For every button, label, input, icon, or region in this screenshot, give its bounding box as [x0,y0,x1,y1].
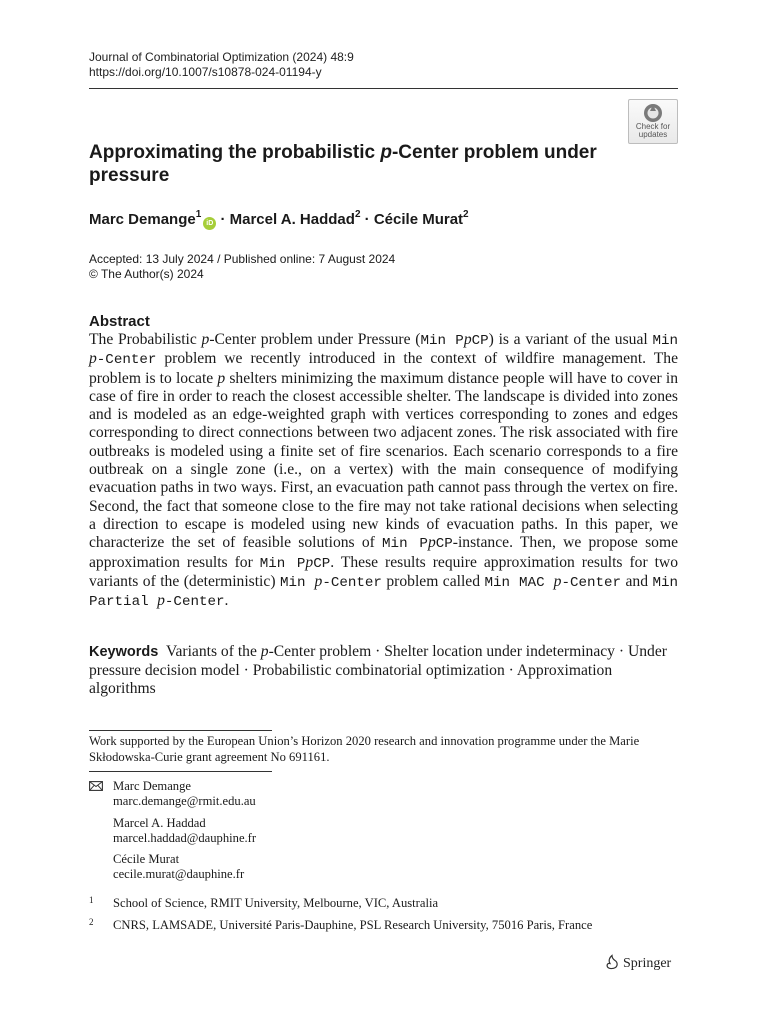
contact-name: Marcel A. Haddad [113,816,206,830]
abstract-body [89,331,678,611]
check-updates-icon [643,103,663,123]
contact-entry [113,779,256,809]
code-min-partial: Min Partial [89,574,678,611]
math-p: p [463,331,472,348]
author-list [89,210,469,230]
math-p: p [260,643,269,660]
author-separator: · [360,211,374,228]
code-center: -Center [96,352,157,369]
code-min-p: Min P [420,333,464,349]
math-p: p [553,572,562,590]
abstract-heading: Abstract [89,313,150,330]
author-affiliation-mark: 2 [354,209,361,220]
keywords-text: -Center problem · Shelter location under indeterminacy · Under pressure decision model · Probabilistic combinatorial optimization · Approximation algorithms [89,643,667,697]
author-name[interactable]: Cécile Murat [373,211,464,228]
publisher-name: Springer [623,956,672,971]
code-min: Min [652,333,678,349]
abstract-text: -Center problem under Pressure ( [209,331,421,348]
abstract-text: problem called [381,572,485,590]
check-updates-line1: Check for [635,122,671,131]
math-p: p [427,534,436,552]
author-separator: · [216,211,230,228]
journal-header [89,50,354,80]
contact-name: Cécile Murat [113,852,180,866]
keywords-label: Keywords [89,644,159,660]
code-center: -Center [322,574,382,591]
publication-dates [89,252,395,282]
accepted-published-line: Accepted: 13 July 2024 / Published online: 7 August 2024 [89,252,396,266]
check-for-updates-badge[interactable] [628,99,678,144]
abstract-text: ) is a variant of the usual [488,331,653,348]
code-cp: CP [435,536,453,553]
code-center: -Center [164,594,225,611]
code-min-p: Min P [259,555,306,572]
math-p: p [314,572,323,590]
title-italic-p: p [380,142,392,163]
contact-email[interactable]: cecile.murat@dauphine.fr [113,867,245,881]
orcid-icon[interactable]: iD [203,217,216,230]
publisher-logo [604,954,671,972]
abstract-text: problem we recently introduced in the context of wildfire management. The problem is to locate [89,350,678,387]
code-cp: CP [471,333,489,349]
title-part1: Approximating the probabilistic [89,142,381,163]
keywords-text: Variants of the [165,643,261,660]
math-p: p [201,331,210,348]
affiliation-text: CNRS, LAMSADE, Université Paris-Dauphine, PSL Research University, 75016 Paris, France [113,918,593,932]
contact-entry [113,852,244,882]
math-p: p [217,369,226,387]
funding-note: Work supported by the European Union’s Horizon 2020 research and innovation programme under the Marie Skłodowska-Curie grant agreement No 691161. [89,734,640,764]
affiliation-number: 2 [89,917,94,927]
code-min: Min [279,574,315,591]
copyright-line: © The Author(s) 2024 [89,267,204,281]
footnote-divider [89,730,272,731]
code-cp: CP [313,555,331,572]
journal-citation: Journal of Combinatorial Optimization (2024) 48:9 [89,50,354,64]
abstract-text: shelters minimizing the maximum distance people will have to cover in case of fire in order to reach the closest accessible shelter. The landscape is divided into zones and is modeled as an edge-weighted graph with vertices corresponding to zones and edges corresponding to direct connections between two adjacent zones. The risk associated with fire outbreaks is modeled using a finite set of fire scenarios. Each scenario corresponds to a fire outbreak on a single zone (i.e., on a vertex) with the main consequence of modifying evacuation paths in two ways. First, an evacuation path cannot pass through the vertex on fire. Second, the fact that someone close to the fire may not take rational decisions when selecting a direction to escape is modeled using new kinds of evacuation paths. In this paper, we characterize the set of feasible solutions of [89,369,678,552]
contact-email[interactable]: marc.demange@rmit.edu.au [113,794,256,808]
title-part2: -Center problem under pressure [89,142,597,186]
abstract-text: . [224,592,229,610]
contact-name: Marc Demange [113,779,191,793]
author-affiliation-mark: 2 [463,209,469,220]
abstract-text: -instance. Then, we propose some approximation results for [89,534,678,571]
envelope-icon [89,781,103,791]
footnote-divider [89,771,272,772]
keywords-block [89,643,678,699]
doi-link[interactable]: https://doi.org/10.1007/s10878-024-01194-y [89,65,322,79]
math-p: p [89,350,97,368]
author-name[interactable]: Marc Demange [89,211,196,228]
affiliation-text: School of Science, RMIT University, Melbourne, VIC, Australia [113,896,439,910]
abstract-text: The Probabilistic [89,331,202,348]
abstract-text: and [621,572,653,590]
springer-logo-icon [604,954,620,970]
abstract-text: . These results require approximation results for two variants of the (deterministic) [89,553,678,590]
contact-email[interactable]: marcel.haddad@dauphine.fr [113,831,257,845]
article-title [89,141,649,187]
code-min-p: Min P [382,536,428,553]
check-updates-line2: updates [638,130,668,139]
contact-entry [113,816,256,846]
math-p: p [157,592,165,610]
header-divider [89,88,678,89]
code-min-mac: Min MAC [484,574,554,591]
affiliation-number: 1 [89,895,94,905]
author-name[interactable]: Marcel A. Haddad [229,211,355,228]
author-affiliation-mark: 1 [195,209,202,220]
code-center: -Center [561,574,622,591]
math-p: p [305,553,314,571]
